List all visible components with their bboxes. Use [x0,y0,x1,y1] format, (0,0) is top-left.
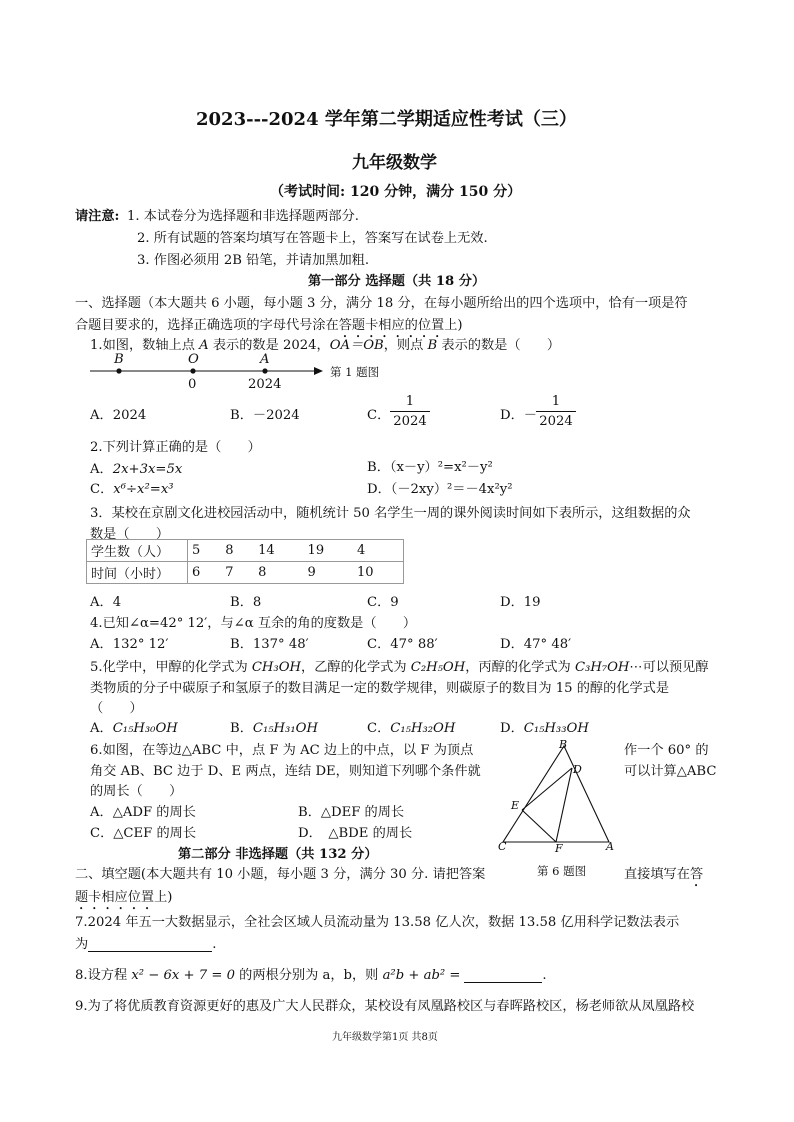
q3-option-b: B．8 [230,595,262,610]
q5-line1-a: 5.化学中，甲醇的化学式为 [90,660,252,675]
q8-mid: 的两根分别为 a，b，则 [234,968,383,983]
part1-heading: 第一部分 选择题（共 18 分） [308,274,486,289]
q3-cell: 7 [221,562,254,584]
q2-option-a-expr: 2x+3x=5x [112,462,183,477]
part2-intro-line2 [75,886,172,913]
q3-cell: 14 [254,540,303,562]
q3-option-d: D．19 [500,595,541,610]
part2-intro-line1: 二、填空题(本大题共有 10 小题，每小题 3 分，满分 30 分. 请把答案 [75,867,486,882]
note-2: 2. 所有试题的答案均填写在答题卡上，答案写在试卷上无效. [137,231,488,246]
q1-stem-b: B [427,338,438,353]
q4-option-a: A．132° 12′ [90,637,169,652]
q5-line1-c: ，丙醇的化学式为 [465,660,575,675]
q5-option-d [500,717,589,736]
q5-option-b-letter: B． [230,721,253,736]
q1-option-c-den: 2024 [393,414,427,429]
note-1: 1. 本试卷分为选择题和非选择题两部分. [127,209,359,224]
q5-option-b [230,717,318,736]
q1-stem [90,334,560,353]
q2-option-c-letter: C． [90,482,114,497]
q3-option-a: A．4 [90,595,122,610]
q6-label-e: E [511,799,520,812]
q1-label-zero: 0 [188,377,197,392]
q1-option-d-letter: D．－ [500,408,537,423]
q3-stem-line2: 数是（ ） [90,527,170,542]
q8-post: . [542,968,547,983]
q1-option-d-fraction [536,394,576,429]
q1-option-c-fraction [390,394,430,429]
part1-intro-2b: 答题卡相应的位置 [338,318,445,333]
q1-caption: 第 1 题图 [330,365,380,379]
q3-cell: 学生数（人） [87,540,188,562]
q6-option-b: B．△DEF 的周长 [298,805,405,820]
page-footer: 九年级数学第1页 共8页 [332,1032,438,1043]
exam-title: 2023---2024 学年第二学期适应性考试（三） [196,109,577,130]
q3-cell: 6 [188,562,222,584]
q3-cell: 8 [254,562,303,584]
q3-cell: 19 [304,540,353,562]
part2-intro-right-b: 答 [689,867,704,882]
q5-option-c-formula: C₁₅H₃₂OH [390,721,456,736]
q7-line2-pre: 为 [75,937,89,952]
q5-line1 [90,656,709,675]
notes-label: 请注意: [75,209,120,224]
q6-option-d: D． △BDE 的周长 [298,826,413,841]
q3-cell: 8 [221,540,254,562]
q9-line1: 9.为了将优质教育资源更好的惠及广大人民群众，某校设有凤凰路校区与春晖路校区，杨老师欲从凤凰路校 [75,999,695,1014]
q4-option-c: C．47° 88′ [367,637,438,652]
q8-expression: a²b + ab² = [382,968,461,983]
part1-intro-2c: 上) [444,318,463,333]
q1-stem-eq: OA＝OB [329,338,384,353]
q1-stem-end: 表示的数是（ ） [437,338,561,353]
q1-option-b: B．－2024 [230,408,300,423]
q3-cell: 4 [353,540,404,562]
q5-option-d-formula: C₁₅H₃₃OH [523,721,589,736]
q1-point-a [262,368,267,373]
part2-intro-line1-right [624,863,703,890]
q1-stem-pre: 1.如图，数轴上点 [90,338,200,353]
q1-point-b [116,368,121,373]
exam-subject: 九年级数学 [352,153,437,173]
q5-option-a [90,717,178,736]
q2-stem: 2.下列计算正确的是（ ） [90,440,261,455]
q6-line1-right: 作一个 60° 的 [624,743,709,758]
q1-option-c-num: 1 [405,394,415,409]
q6-line1: 6.如图，在等边△ABC 中，点 F 为 AC 边上的中点，以 F 为顶点 [90,743,474,758]
q6-label-f: F [555,842,563,855]
q8-equation: x² − 6x + 7 = 0 [131,968,235,983]
part1-intro-2a: 合题目要求的，选择正确选项的字母代号涂在 [75,318,339,333]
q3-option-c: C．9 [367,595,399,610]
q5-line1-b: ，乙醇的化学式为 [301,660,411,675]
q5-option-c [367,717,455,736]
q5-option-b-formula: C₁₅H₃₁OH [252,721,318,736]
q1-label-b: B [114,352,124,367]
q1-option-a: A．2024 [90,408,147,423]
q2-option-a-letter: A． [90,462,113,477]
q8-line [75,964,547,983]
q4-option-d: D．47° 48′ [500,637,572,652]
q1-stem-mid: 表示的数是 2024， [208,338,330,353]
q7-answer-blank[interactable] [88,937,212,952]
q6-line2: 角交 AB、BC 边于 D、E 两点，连结 DE，则知道下列哪个条件就 [90,764,481,779]
q1-stem-a: A [199,338,209,353]
q2-option-b-letter: B． [367,460,390,475]
q2-option-d-expr: （－2xy）²＝－4x²y² [390,482,513,497]
q2-option-d [367,478,513,497]
q2-option-a [90,458,182,477]
q3-cell: 时间（小时） [87,562,188,584]
q1-stem-post: ，则点 [383,338,428,353]
q6-label-c: C [498,840,507,853]
q8-pre: 8.设方程 [75,968,132,983]
q6-caption: 第 6 题图 [537,864,587,878]
q6-option-c: C．△CEF 的周长 [90,826,197,841]
q5-line3: （ ） [90,701,143,716]
q3-table-row [87,540,404,562]
q7-line2-post: . [212,937,217,952]
q5-formula-ethanol: C₂H₅OH [410,660,466,675]
q2-option-b [367,456,493,475]
q5-option-d-letter: D． [500,721,524,736]
q2-option-b-expr: （x－y）²=x²－y² [389,460,493,475]
q6-label-a: A [606,840,614,853]
q2-option-c-expr: x⁶÷x²=x³ [113,482,174,497]
q1-label-o: O [188,352,199,367]
q7-line2 [75,933,216,952]
q6-option-a: A．△ADF 的周长 [90,805,196,820]
q5-option-a-letter: A． [90,721,113,736]
q6-line2-right: 可以计算△ABC [624,764,717,779]
part1-intro-line1: 一、选择题（本大题共 6 小题，每小题 3 分，满分 18 分，在每小题所给出的四个选项中，恰有一项是符 [75,296,688,311]
q1-option-d-den: 2024 [539,414,573,429]
q2-option-c [90,478,174,497]
q3-table-row [87,562,404,584]
q3-cell: 5 [188,540,222,562]
q5-line2: 类物质的分子中碳原子和氢原子的数目满足一定的数学规律，则碳原子的数目为 15 的醇的化学式是 [90,681,670,696]
q6-label-d: D [573,763,582,776]
note-3: 3. 作图必须用 2B 铅笔，并请加黑加粗. [137,253,370,268]
q8-answer-blank[interactable] [464,968,542,983]
q2-option-d-letter: D． [367,482,391,497]
q1-option-c-letter: C． [367,408,391,423]
q4-option-b: B．137° 48′ [230,637,309,652]
exam-info: （考试时间: 120 分钟，满分 150 分） [270,184,522,200]
q1-label-2024: 2024 [248,377,282,392]
q5-option-c-letter: C． [367,721,391,736]
q5-line1-d: ⋯可以预见醇 [629,660,709,675]
q5-formula-methanol: CH₃OH [251,660,302,675]
q1-option-d-num: 1 [551,394,561,409]
part2-heading: 第二部分 非选择题（共 132 分） [178,847,378,862]
part2-intro-2b: 上) [154,890,173,905]
q5-formula-propanol: C₃H₇OH [574,660,630,675]
q3-cell: 10 [353,562,404,584]
q5-option-a-formula: C₁₅H₃₀OH [112,721,178,736]
q1-label-a: A [260,352,270,367]
q3-stem-line1: 3．某校在京剧文化进校园活动中，随机统计 50 名学生一周的课外阅读时间如下表所示，这组数据的众 [90,506,691,521]
q3-cell: 9 [304,562,353,584]
q1-point-o [190,368,195,373]
q6-label-b: B [559,738,568,751]
part2-intro-right-a: 直接填写在 [624,867,690,882]
q3-table [86,539,404,584]
part2-intro-2a: 题卡相应位置 [75,890,155,905]
q4-stem: 4.已知∠α=42° 12′，与∠α 互余的角的度数是（ ） [90,616,417,631]
q6-line3: 的周长（ ） [90,784,183,799]
q7-line1: 7.2024 年五一大数据显示，全社会区域人员流动量为 13.58 亿人次，数据 13.58 亿用科学记数法表示 [75,915,680,930]
